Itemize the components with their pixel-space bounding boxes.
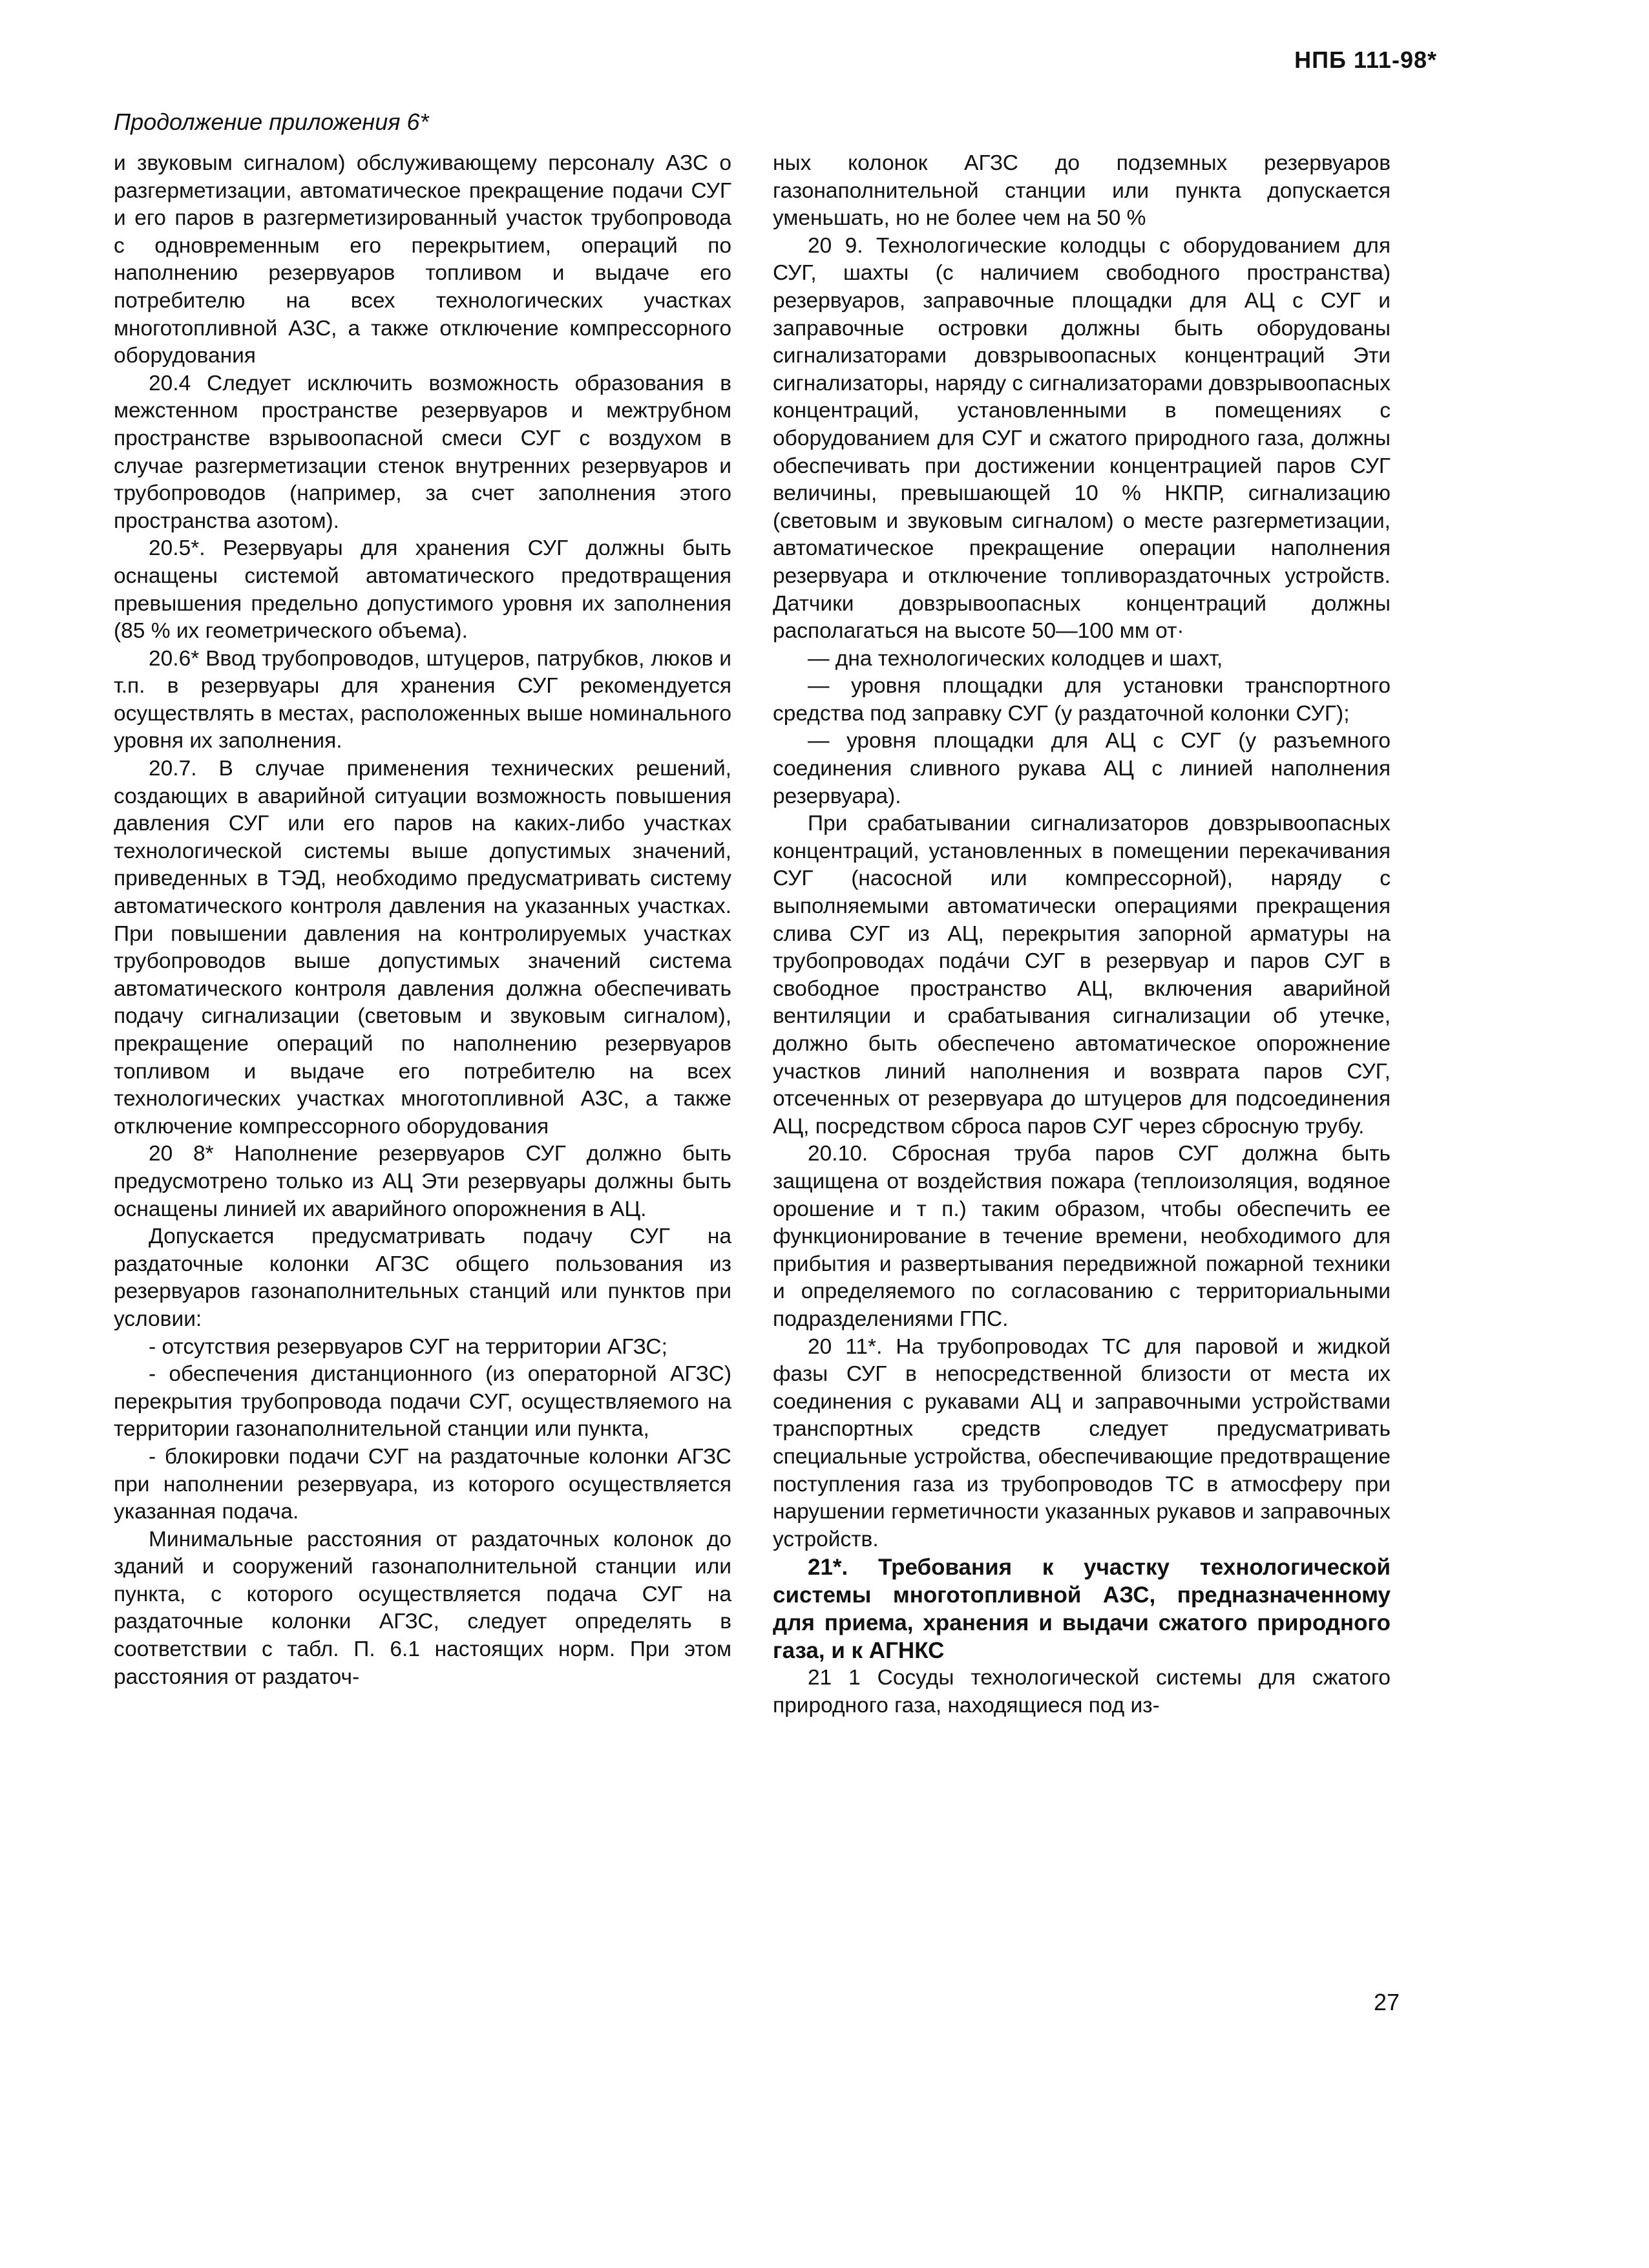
paragraph: 20 11*. На трубопроводах ТС для паровой и жидкой фазы СУГ в непосредственной близости от места их соединения с рукавами АЦ и заправочными устройствами транспортных средств следует предусматривать специальные устройства, обеспечивающие предотвращение поступления газа из трубопроводов ТС в атмосферу при нарушении герметичности указанных рукавов и заправочных устройств.: [773, 1334, 1391, 1551]
paragraph: Допускается предусматривать подачу СУГ на раздаточные колонки АГЗС общего пользования из резервуаров газонаполнительных станций или пунктов при условии:: [114, 1224, 731, 1331]
paragraph: Минимальные расстояния от раздаточных колонок до зданий и сооружений газонаполнительной станции или пункта, с которого осуществляется подача СУГ на раздаточные колонки АГЗС, следует определять в соответствии с табл. П. 6.1 настоящих норм. При этом расстояния от раздаточ-: [114, 1527, 731, 1689]
paragraph: 20.7. В случае применения технических решений, создающих в аварийной ситуации возможность повышения давления СУГ или его паров на каких-либо участках технологической системы выше допустимых значений, приведенных в ТЭД, необходимо предусматривать систему автоматического контроля давления на указанных участках. При повышении давления на контролируемых участках трубопроводов выше допустимых значений система автоматического контроля давления должна обеспечивать подачу сигнализации (световым и звуковым сигналом), прекращение операций по наполнению резервуаров топливом и выдаче его потребителю на всех технологических участках многотопливной АЗС, а также отключение компрессорного оборудования: [114, 757, 731, 1139]
paragraph: 20.4 Следует исключить возможность образования в межстенном пространстве резервуаров и межтрубном пространстве взрывоопасной смеси СУГ с воздухом в случае разгерметизации стенок внутренних резервуаров и трубопроводов (например, за счет заполнения этого пространства азотом).: [114, 371, 731, 533]
appendix-continuation-label: Продолжение приложения 6*: [114, 109, 429, 135]
paragraph: 20.6* Ввод трубопроводов, штуцеров, патрубков, люков и т.п. в резервуары для хранения СУГ рекомендуется осуществлять в местах, расположенных выше номинального уровня их заполнения.: [114, 646, 731, 753]
paragraph: 21 1 Сосуды технологической системы для сжатого природного газа, находящиеся под из-: [773, 1666, 1391, 1717]
paragraph: 20 8* Наполнение резервуаров СУГ должно быть предусмотрено только из АЦ Эти резервуары должны быть оснащены линией их аварийного опорожнения в АЦ.: [114, 1142, 731, 1221]
section-heading: 21*. Требования к участку технологической системы многотопливной АЗС, предназначенному для приема, хранения и выдачи сжатого природного газа, и к АГНКС: [773, 1555, 1391, 1664]
paragraph: 20 9. Технологические колодцы с оборудованием для СУГ, шахты (с наличием свободного пространства) резервуаров, заправочные площадки для АЦ с СУГ и заправочные островки должны быть оборудованы сигнализаторами довзрывоопасных концентраций Эти сигнализаторы, наряду с сигнализаторами довзрывоопасных концентраций, установленными в помещениях с оборудованием для СУГ и сжатого природного газа, должны обеспечивать при достижении концентрацией паров СУГ величины, превышающей 10 % НКПР, сигнализацию (световым и звуковым сигналом) о месте разгерметизации, автоматическое прекращение операции наполнения резервуара и отключение топливораздаточных устройств. Датчики довзрывоопасных концентраций должны располагаться на высоте 50—100 мм от·: [773, 233, 1391, 644]
list-item: — дна технологических колодцев и шахт,: [808, 646, 1223, 671]
paragraph: 20.5*. Резервуары для хранения СУГ должны быть оснащены системой автоматического предотвращения превышения предельно допустимого уровня их заполнения (85 % их геометрического объема).: [114, 536, 731, 644]
list-item: — уровня площадки для АЦ с СУГ (у разъемного соединения сливного рукава АЦ с линией наполнения резервуара).: [773, 729, 1391, 808]
page-number: 27: [1373, 1989, 1400, 2015]
left-column: [114, 150, 731, 1691]
right-column: [773, 150, 1391, 1719]
list-item: — уровня площадки для установки транспортного средства под заправку СУГ (у раздаточной колонки СУГ);: [773, 674, 1391, 726]
list-item: - блокировки подачи СУГ на раздаточные колонки АГЗС при наполнении резервуара, из которого осуществляется указанная подача.: [114, 1444, 731, 1524]
paragraph: и звуковым сигналом) обслуживающему персоналу АЗС о разгерметизации, автоматическое прекращение подачи СУГ и его паров в разгерметизированный участок трубопровода с одновременным его перекрытием, операций по наполнению резервуаров топливом и выдаче его потребителю на всех технологических участках многотопливной АЗС, а также отключение компрессорного оборудования: [114, 151, 731, 368]
paragraph: ных колонок АГЗС до подземных резервуаров газонаполнительной станции или пункта допускается уменьшать, но не более чем на 50 %: [773, 151, 1391, 231]
document-code: НПБ 111-98*: [1294, 47, 1437, 73]
list-item: - обеспечения дистанционного (из операторной АГЗС) перекрытия трубопровода подачи СУГ, осуществляемого на территории газонаполнительной станции или пункта,: [114, 1362, 731, 1442]
paragraph: При срабатывании сигнализаторов довзрывоопасных концентраций, установленных в помещении перекачивания СУГ (насосной или компрессорной), наряду с выполняемыми автоматически операциями прекращения слива СУГ из АЦ, перекрытия запорной арматуры на трубопроводах пода́чи СУГ в резервуар и паров СУГ в свободное пространство АЦ, включения аварийной вентиляции и срабатывания сигнализации об утечке, должно быть обеспечено автоматическое опорожнение участков линий наполнения и возврата паров СУГ, отсеченных от резервуара до штуцеров для подсоединения АЦ, посредством сброса паров СУГ через сбросную трубу.: [773, 812, 1391, 1139]
paragraph: 20.10. Сбросная труба паров СУГ должна быть защищена от воздействия пожара (теплоизоляция, водяное орошение и т п.) таким образом, чтобы обеспечить ее функционирование в течение времени, необходимого для прибытия и развертывания передвижной пожарной техники и определяемого по согласованию с территориальными подразделениями ГПС.: [773, 1142, 1391, 1331]
list-item: - отсутствия резервуаров СУГ на территории АГЗС;: [149, 1334, 667, 1359]
